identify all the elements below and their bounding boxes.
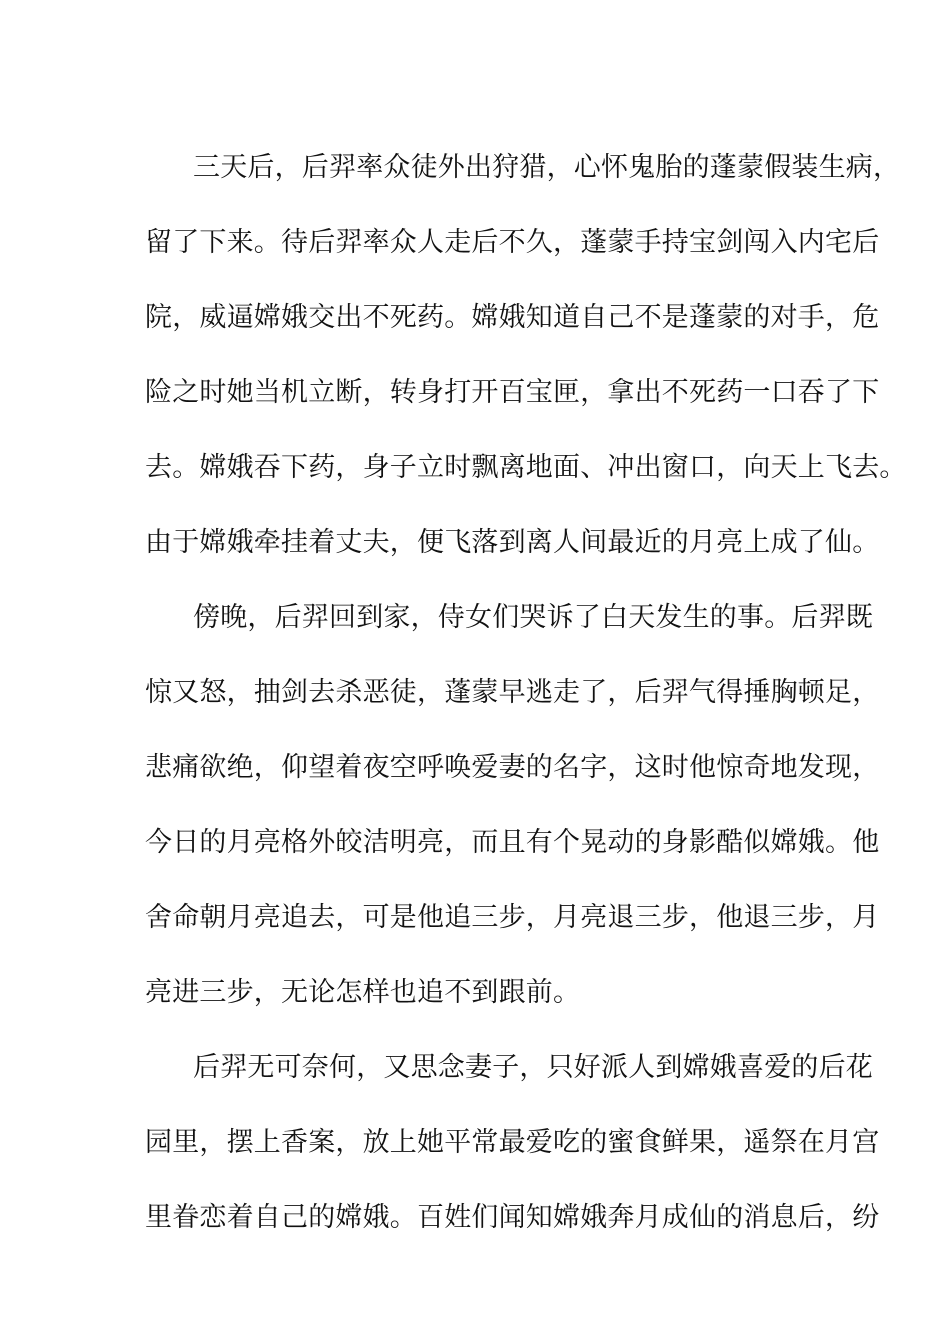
paragraph-3 xyxy=(145,1030,880,1255)
text-line: 悲痛欲绝，仰望着夜空呼唤爱妻的名字，这时他惊奇地发现， xyxy=(145,752,880,783)
text-line: 留了下来。待后羿率众人走后不久，蓬蒙手持宝剑闯入内宅后 xyxy=(145,227,880,258)
text-line: 三天后，后羿率众徒外出狩猎，心怀鬼胎的蓬蒙假装生病， xyxy=(193,152,901,183)
text-line: 亮进三步，无论怎样也追不到跟前。 xyxy=(145,977,581,1008)
text-line: 园里，摆上香案，放上她平常最爱吃的蜜食鲜果，遥祭在月宫 xyxy=(145,1127,880,1158)
text-line: 去。嫦娥吞下药，身子立时飘离地面、冲出窗口，向天上飞去。 xyxy=(145,452,907,483)
text-line: 院，威逼嫦娥交出不死药。嫦娥知道自己不是蓬蒙的对手，危 xyxy=(145,302,880,333)
paragraph-1 xyxy=(145,130,907,580)
text-line: 傍晚，后羿回到家，侍女们哭诉了白天发生的事。后羿既 xyxy=(193,602,873,633)
text-line: 后羿无可奈何，又思念妻子，只好派人到嫦娥喜爱的后花 xyxy=(193,1052,873,1083)
text-line: 今日的月亮格外皎洁明亮，而且有个晃动的身影酷似嫦娥。他 xyxy=(145,827,880,858)
text-line: 舍命朝月亮追去，可是他追三步，月亮退三步，他退三步，月 xyxy=(145,902,880,933)
text-line: 由于嫦娥牵挂着丈夫，便飞落到离人间最近的月亮上成了仙。 xyxy=(145,527,880,558)
paragraph-2 xyxy=(145,580,880,1030)
body-text xyxy=(145,130,907,1255)
text-line: 里眷恋着自己的嫦娥。百姓们闻知嫦娥奔月成仙的消息后，纷 xyxy=(145,1202,880,1233)
text-line: 险之时她当机立断，转身打开百宝匣，拿出不死药一口吞了下 xyxy=(145,377,880,408)
text-line: 惊又怒，抽剑去杀恶徒，蓬蒙早逃走了，后羿气得捶胸顿足， xyxy=(145,677,880,708)
